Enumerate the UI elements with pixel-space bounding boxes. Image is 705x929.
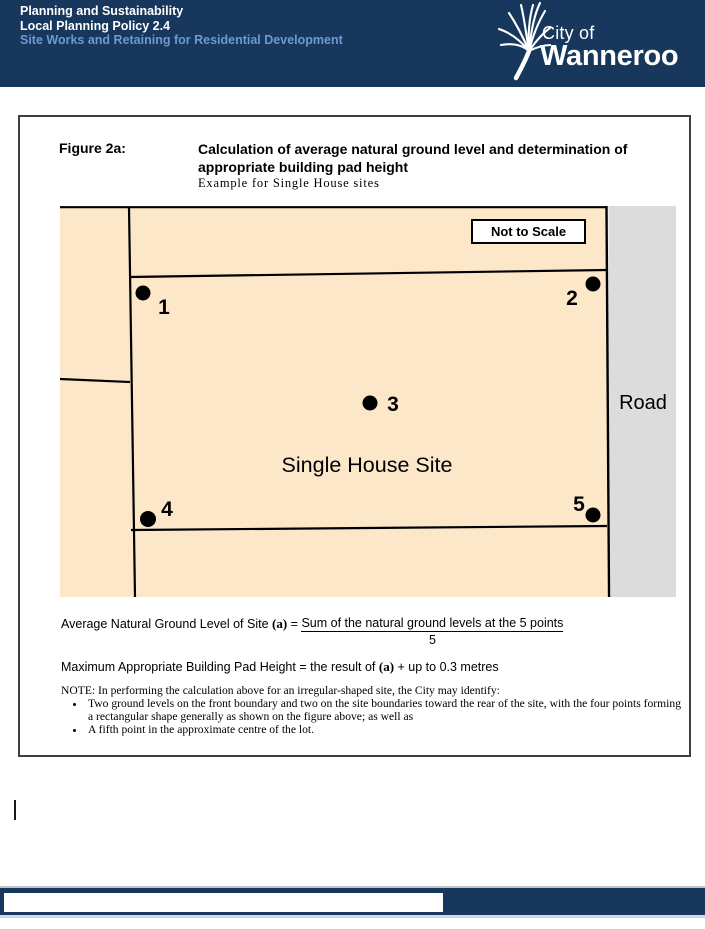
point-label-3: 3 [387, 393, 399, 416]
max-formula-suffix: + up to 0.3 metres [394, 660, 499, 674]
avg-formula-denominator: 5 [428, 633, 436, 647]
note-bullet-2: • A fifth point in the approximate centre of the lot. [86, 723, 681, 736]
point-label-4: 4 [161, 498, 173, 521]
max-pad-height-formula [61, 659, 499, 675]
figure-box [18, 115, 691, 757]
figure-title-line2: appropriate building pad height [198, 159, 408, 175]
avg-formula-equals: = [287, 617, 302, 631]
header-band [0, 0, 705, 87]
average-ngl-formula [61, 616, 563, 647]
site-diagram-svg [60, 206, 676, 597]
header-policy-title: Site Works and Retaining for Residential Development [20, 33, 343, 47]
note-bullet-list [61, 697, 681, 736]
note-intro: NOTE: In performing the calculation above for an irregular-shaped site, the City may identify: [61, 684, 500, 697]
point-label-1: 1 [158, 296, 170, 319]
figure-subtitle: Example for Single House sites [198, 176, 380, 190]
city-of-wanneroo-logo [495, 0, 705, 87]
ground-level-point-1 [136, 286, 151, 301]
max-formula-variable: (a) [378, 659, 395, 674]
ground-level-point-4 [140, 511, 156, 527]
site-label: Single House Site [281, 453, 453, 477]
ground-level-point-5 [586, 508, 601, 523]
note-block [61, 684, 681, 736]
road-label: Road [619, 392, 667, 414]
logo-city-of: City of [542, 23, 595, 43]
figure-title-line1: Calculation of average natural ground level and determination of [198, 141, 628, 157]
figure-title [198, 140, 678, 176]
max-formula-prefix: Maximum Appropriate Building Pad Height = the result of [61, 660, 379, 674]
avg-formula-fraction [301, 616, 563, 647]
lots-area [60, 206, 607, 597]
header-policy-number: Local Planning Policy 2.4 [20, 18, 171, 33]
not-to-scale-label: Not to Scale [490, 224, 567, 239]
footer-bar [0, 888, 705, 915]
not-to-scale-box [471, 219, 586, 244]
avg-formula-numerator: Sum of the natural ground levels at the 5 points [301, 616, 564, 630]
point-label-5: 5 [573, 493, 585, 516]
logo-city-name: Wanneroo [540, 40, 679, 72]
point-label-2: 2 [566, 287, 578, 310]
footer-bottom-rule [0, 915, 705, 918]
ground-level-point-3 [363, 396, 378, 411]
figure-label: Figure 2a: [59, 140, 126, 156]
footer-white-box [4, 893, 443, 912]
note-bullet-1: • Two ground levels on the front boundary and two on the site boundaries toward the rear of the site, with the four points forming a rectangular shape generally as shown on the figure above; as well as [86, 697, 681, 723]
text-caret [14, 800, 16, 820]
avg-formula-prefix: Average Natural Ground Level of Site [61, 617, 273, 631]
avg-formula-variable: (a) [272, 616, 288, 631]
header-department: Planning and Sustainability [20, 4, 184, 18]
site-diagram [60, 206, 676, 597]
ground-level-point-2 [586, 277, 601, 292]
header-text-block [20, 4, 343, 48]
